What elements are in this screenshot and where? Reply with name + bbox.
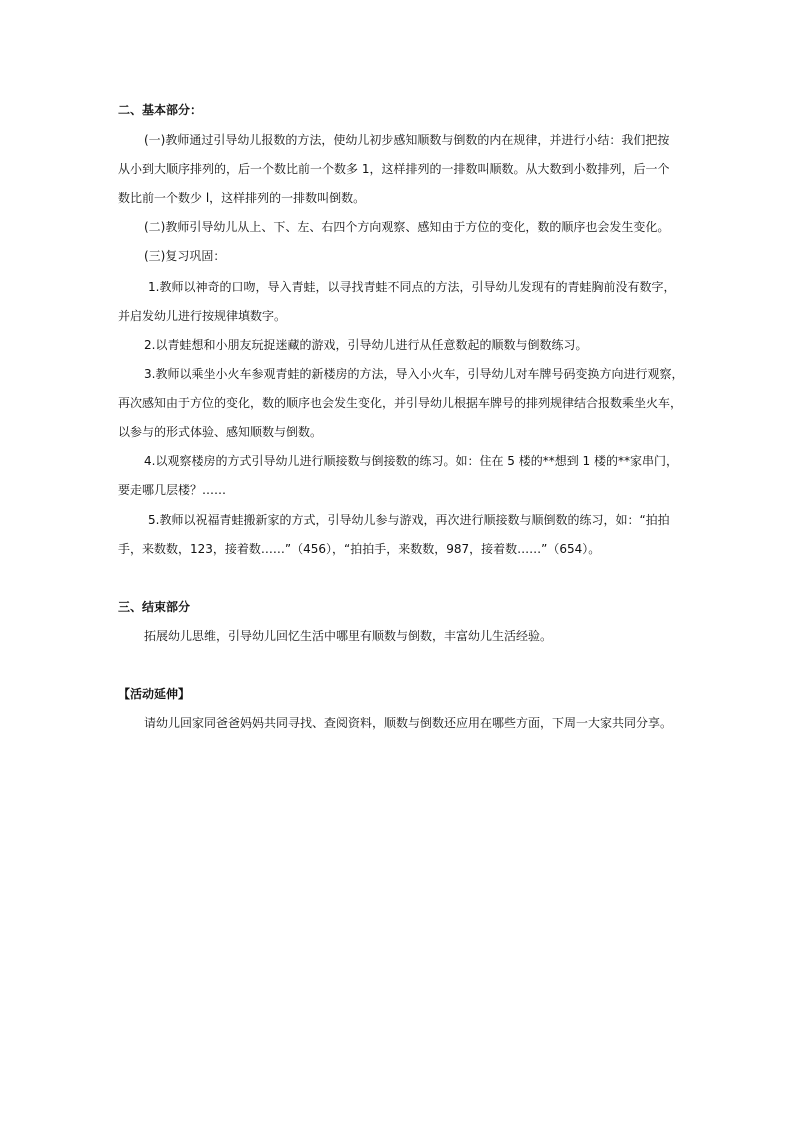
list-item-line: 3.教师以乘坐小火车参观青蛙的新楼房的方法，导入小火车，引导幼儿对车牌号码变换方向进行观察， <box>144 367 684 381</box>
list-item-line: 手，来数数，123，接着数……”（456），“拍拍手，来数数，987，接着数……”（654）。 <box>118 542 601 556</box>
paragraph-line: 拓展幼儿思维，引导幼儿回忆生活中哪里有顺数与倒数，丰富幼儿生活经验。 <box>144 629 553 643</box>
list-item-line: 要走哪几层楼？…… <box>118 483 227 497</box>
paragraph-line: 数比前一个数少 l，这样排列的一排数叫倒数。 <box>118 191 366 205</box>
section-heading-basic: 二、基本部分： <box>118 103 203 117</box>
list-item-line: 4.以观察楼房的方式引导幼儿进行顺接数与倒接数的练习。如：住在 5 楼的**想到 1 楼的**家串门， <box>144 454 678 468</box>
paragraph-line: (一)教师通过引导幼儿报数的方法，使幼儿初步感知顺数与倒数的内在规律，并进行小结：我们把按 <box>144 133 670 147</box>
paragraph-line: (二)教师引导幼儿从上、下、左、右四个方向观察、感知由于方位的变化，数的顺序也会发生变化。 <box>144 220 670 234</box>
list-item-line: 2.以青蛙想和小朋友玩捉迷藏的游戏，引导幼儿进行从任意数起的顺数与倒数练习。 <box>144 338 588 352</box>
list-item-line: 并启发幼儿进行按规律填数字。 <box>118 309 287 323</box>
section-heading-extension: 【活动延伸】 <box>118 687 191 701</box>
paragraph-line: (三)复习巩固： <box>144 249 226 263</box>
list-item-line: 以参与的形式体验、感知顺数与倒数。 <box>118 425 323 439</box>
list-item-line: 1.教师以神奇的口吻，导入青蛙，以寻找青蛙不同点的方法，引导幼儿发现有的青蛙胸前没有数字， <box>148 280 676 294</box>
paragraph-line: 请幼儿回家同爸爸妈妈共同寻找、查阅资料，顺数与倒数还应用在哪些方面，下周一大家共同分享。 <box>144 716 673 730</box>
list-item-line: 再次感知由于方位的变化，数的顺序也会发生变化，并引导幼儿根据车牌号的排列规律结合报数乘坐火车， <box>118 396 683 410</box>
paragraph-line: 从小到大顺序排列的，后一个数比前一个数多 1，这样排列的一排数叫顺数。从大数到小数排列，后一个 <box>118 162 670 176</box>
list-item-line: 5.教师以祝福青蛙搬新家的方式，引导幼儿参与游戏，再次进行顺接数与顺倒数的练习，如：“拍拍 <box>148 513 670 527</box>
section-heading-ending: 三、结束部分 <box>118 600 191 614</box>
